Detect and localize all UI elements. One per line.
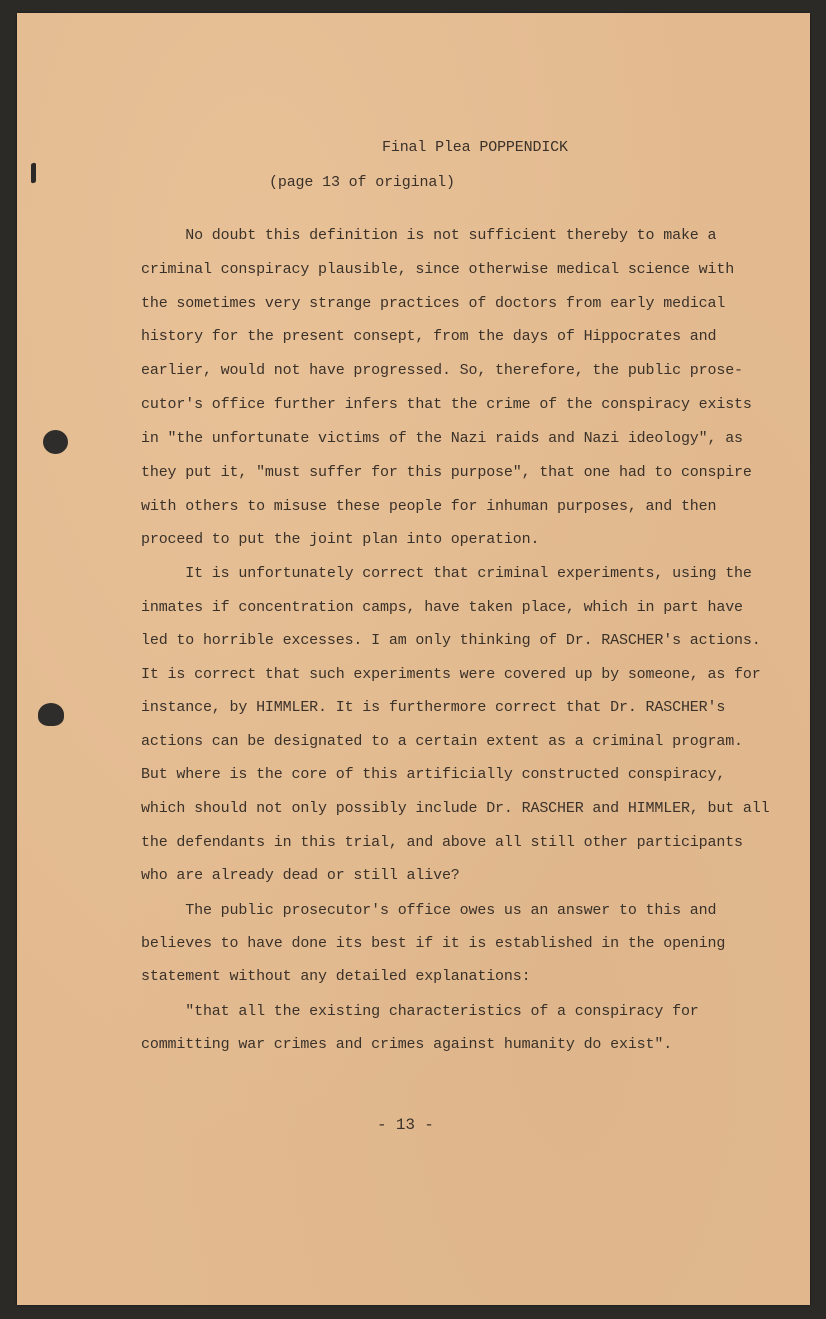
document-page [17,13,810,1305]
text-line: who are already dead or still alive? [141,867,460,884]
text-line: actions can be designated to a certain extent as a criminal program. [141,733,743,750]
text-line: But where is the core of this artificially constructed conspiracy, [141,766,726,783]
text-line: in "the unfortunate victims of the Nazi raids and Nazi ideology", as [141,430,743,447]
text-line: instance, by HIMMLER. It is furthermore correct that Dr. RASCHER's [141,699,726,716]
punch-hole [43,430,68,454]
text-line: which should not only possibly include Dr. RASCHER and HIMMLER, but all [141,800,770,817]
text-line: the defendants in this trial, and above all still other participants [141,834,743,851]
text-line: proceed to put the joint plan into operation. [141,531,540,548]
text-line: believes to have done its best if it is established in the opening [141,935,726,952]
text-line: "that all the existing characteristics of a conspiracy for [141,1003,699,1020]
text-line: earlier, would not have progressed. So, therefore, the public prose- [141,362,743,379]
text-line: statement without any detailed explanations: [141,968,531,985]
text-line: committing war crimes and crimes against humanity do exist". [141,1036,673,1053]
text-line: cutor's office further infers that the crime of the conspiracy exists [141,396,752,413]
text-line: with others to misuse these people for inhuman purposes, and then [141,498,717,515]
text-line: criminal conspiracy plausible, since otherwise medical science with [141,261,735,278]
document-title: Final Plea POPPENDICK [382,139,568,156]
text-line: history for the present consept, from the days of Hippocrates and [141,328,717,345]
text-line: The public prosecutor's office owes us an answer to this and [141,902,717,919]
text-line: led to horrible excesses. I am only thinking of Dr. RASCHER's actions. [141,632,761,649]
document-subtitle: (page 13 of original) [269,174,455,191]
text-line: they put it, "must suffer for this purpose", that one had to conspire [141,464,752,481]
punch-hole [38,703,64,726]
text-line: It is correct that such experiments were covered up by someone, as for [141,666,761,683]
text-line: No doubt this definition is not sufficient thereby to make a [141,227,717,244]
text-line: It is unfortunately correct that criminal experiments, using the [141,565,752,582]
edge-tear-mark [31,163,36,184]
text-line: the sometimes very strange practices of doctors from early medical [141,295,726,312]
page-number: - 13 - [377,1116,434,1134]
text-line: inmates if concentration camps, have taken place, which in part have [141,599,743,616]
